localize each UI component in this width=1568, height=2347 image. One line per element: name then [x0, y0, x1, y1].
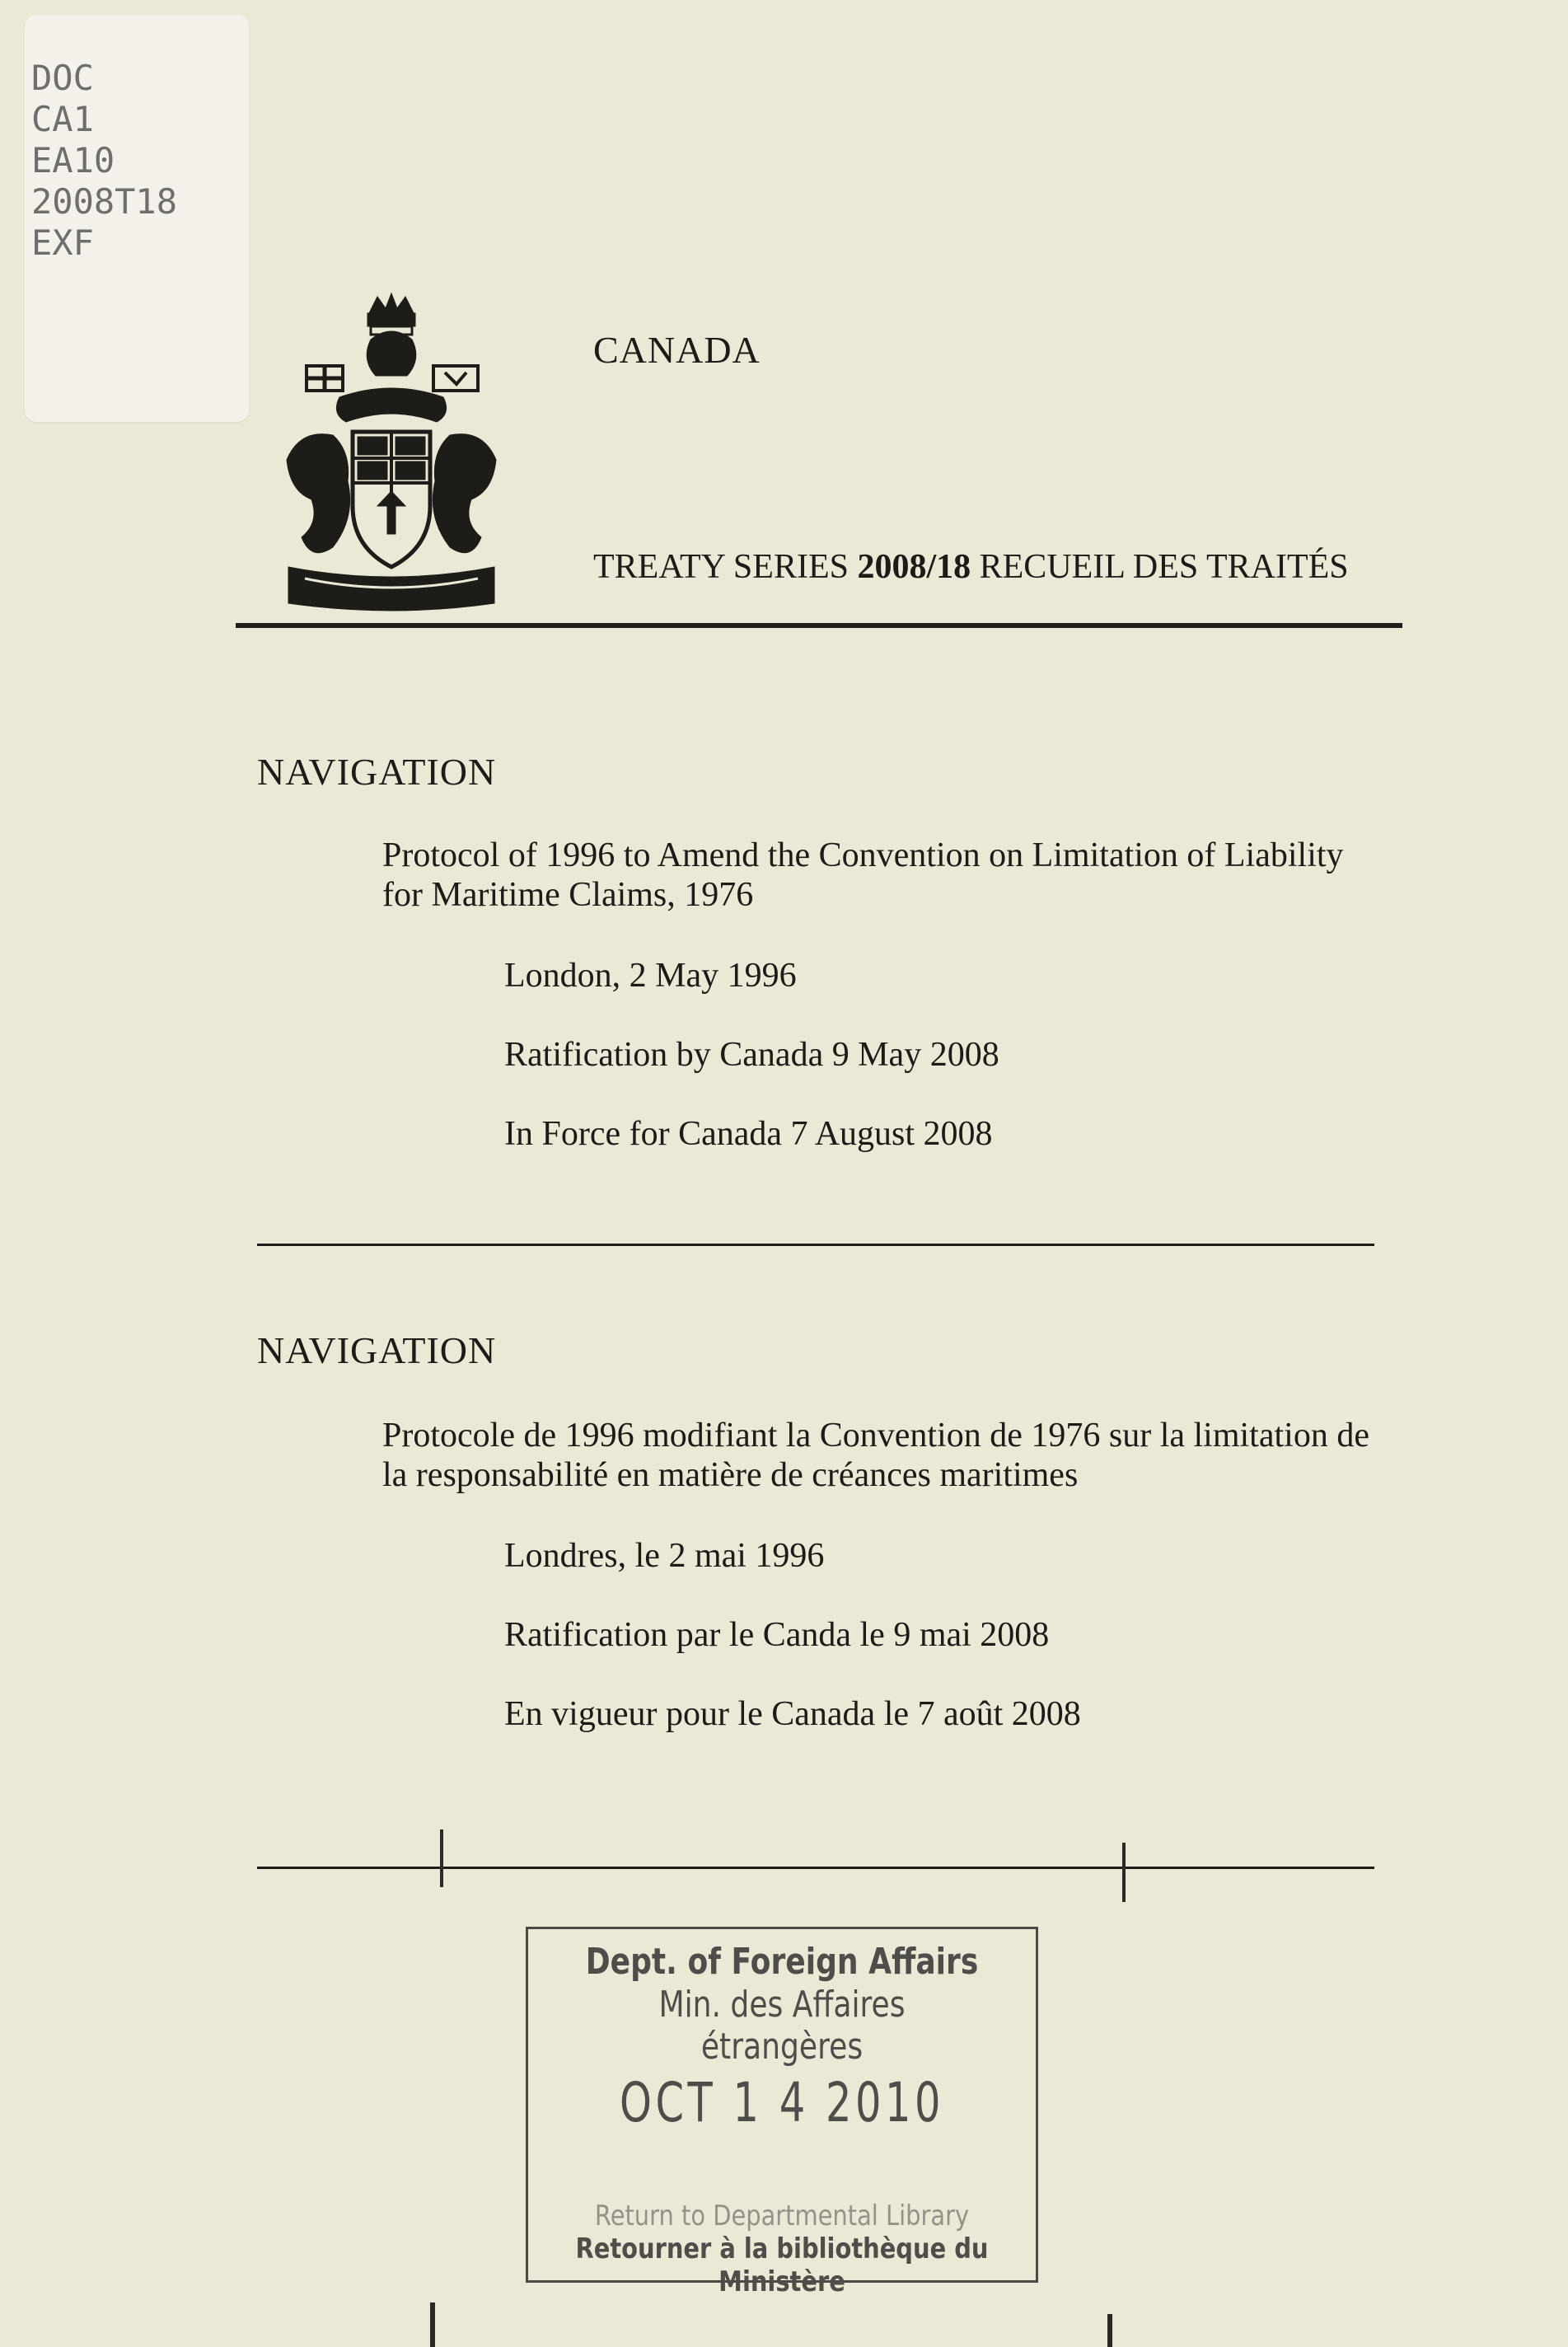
coat-of-arms-icon [272, 290, 511, 611]
treaty-title-en-line: Protocol of 1996 to Amend the Convention on Limitation of Liability [382, 836, 1344, 874]
ratification-fr: Ratification par le Canda le 9 mai 2008 [504, 1616, 1050, 1654]
call-number-line: 2008T18 [31, 181, 178, 222]
series-label-fr: RECUEIL DES TRAITÉS [979, 548, 1349, 586]
call-number-label [25, 15, 249, 422]
binding-mark [430, 2302, 435, 2347]
place-date-fr: Londres, le 2 mai 1996 [504, 1537, 825, 1575]
stamp-return-fr: Retourner à la bibliothèque du Ministère [575, 2232, 989, 2298]
in-force-fr: En vigueur pour le Canada le 7 août 2008 [504, 1695, 1081, 1733]
treaty-title-fr-line: Protocole de 1996 modifiant la Convention de 1976 sur la limitation de [382, 1417, 1369, 1455]
in-force-en: In Force for Canada 7 August 2008 [504, 1115, 993, 1153]
section-divider [257, 1244, 1374, 1246]
stamp-dept-fr: Min. des Affaires étrangères [658, 1984, 906, 2068]
call-number-line: EXF [31, 223, 94, 263]
ratification-en: Ratification by Canada 9 May 2008 [504, 1036, 999, 1074]
place-date-en: London, 2 May 1996 [504, 957, 797, 995]
treaty-series-line [593, 547, 1349, 587]
country-name: CANADA [593, 329, 761, 371]
binding-mark [440, 1829, 443, 1887]
series-number: 2008/18 [857, 548, 971, 586]
treaty-title-fr-line: la responsabilité en matière de créances maritimes [382, 1456, 1079, 1494]
treaty-title-fr [382, 1416, 1369, 1495]
stamp-return-en: Return to Departmental Library [594, 2199, 970, 2232]
header-rule [236, 623, 1402, 628]
section-heading-fr: NAVIGATION [257, 1329, 497, 1371]
binding-mark [1107, 2314, 1112, 2347]
bottom-rule [257, 1867, 1374, 1869]
call-number-line: CA1 [31, 99, 94, 139]
stamp-dept-en: Dept. of Foreign Affairs [585, 1941, 979, 1983]
series-label-en: TREATY SERIES [593, 548, 849, 586]
section-heading-en: NAVIGATION [257, 751, 497, 793]
binding-mark [1122, 1843, 1126, 1902]
treaty-title-en [382, 836, 1344, 915]
stamp-date: OCT 1 4 2010 [620, 2071, 944, 2134]
call-number-line: EA10 [31, 140, 115, 180]
call-number-line: DOC [31, 58, 94, 98]
treaty-title-en-line: for Maritime Claims, 1976 [382, 876, 754, 914]
library-stamp [526, 1927, 1038, 2298]
